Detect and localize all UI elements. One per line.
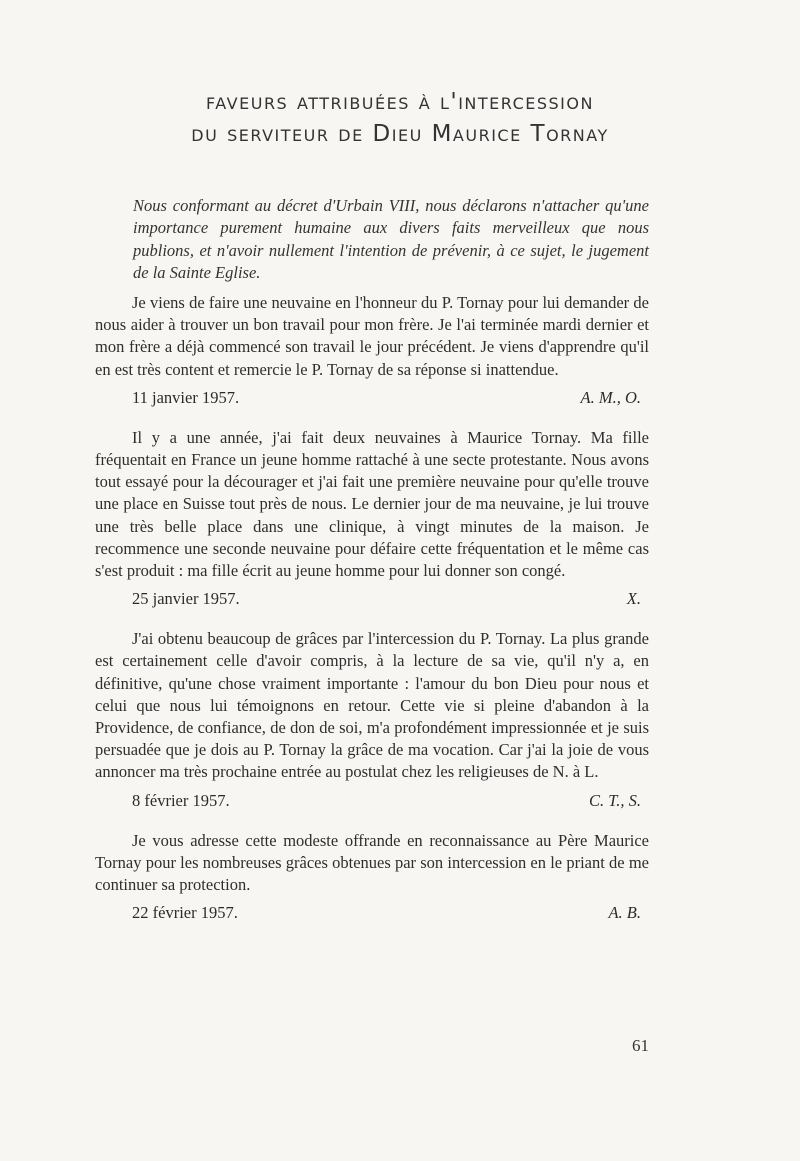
testimony-date: 25 janvier 1957. (132, 589, 240, 609)
testimony-signature (95, 790, 649, 812)
page-title (130, 86, 670, 150)
testimony-initials: A. B. (608, 903, 641, 923)
testimony-signature (95, 588, 649, 610)
testimony-date: 8 février 1957. (132, 790, 230, 810)
testimony-entry (95, 427, 649, 610)
testimony-initials: C. T., S. (589, 790, 641, 810)
testimony-text: Il y a une année, j'ai fait deux neuvaines à Maurice Tornay. Ma fille fréquentait en France un jeune homme rattaché à une secte protestante. Nous avons tout essayé pour la décourager et j'ai fait une première neuvaine pour qu'elle trouve une place en Suisse tout près de nous. Le dernier jour de ma neuvaine, je lui trouve une très belle place dans une clinique, à vingt minutes de la maison. Je recommence une seconde neuvaine pour défaire cette fréquentation et le même cas s'est produit : ma fille écrit au jeune homme pour lui donner son congé. (95, 427, 649, 581)
testimony-entry (95, 628, 649, 811)
testimony-signature (95, 902, 649, 924)
testimony-list (95, 292, 649, 942)
testimony-date: 11 janvier 1957. (132, 387, 240, 407)
testimony-text: Je viens de faire une neuvaine en l'honneur du P. Tornay pour lui demander de nous aider à trouver un bon travail pour mon frère. Je l'ai terminée mardi dernier et mon frère a déjà commencé son travail le jour précédent. Je viens d'apprendre qu'il en est très content et remercie le P. Tornay de sa réponse si inattendue. (95, 293, 649, 379)
testimony-signature (95, 387, 649, 409)
title-line-2: du serviteur de Dieu Maurice Tornay (191, 121, 609, 147)
title-line-1: faveurs attribuées à l'intercession (206, 89, 594, 115)
testimony-text: J'ai obtenu beaucoup de grâces par l'intercession du P. Tornay. La plus grande est certainement celle d'avoir compris, à la lecture de sa vie, qu'il n'y a, en définitive, qu'une chose vraiment importante : l'amour du bon Dieu pour nous et celui que nous lui témoignons en retour. Cette vie si pleine d'abandon à la Providence, de confiance, de don de soi, m'a profondément impressionnée et je suis persuadée que je dois au P. Tornay la grâce de ma vocation. Car j'ai la joie de vous annoncer ma très prochaine entrée au postulat chez les religieuses de N. à L. (95, 629, 649, 782)
testimony-initials: X. (626, 589, 641, 609)
testimony-entry (95, 830, 649, 925)
testimony-date: 22 février 1957. (132, 903, 238, 923)
disclaimer-paragraph: Nous conformant au décret d'Urbain VIII, nous déclarons n'attacher qu'une importance purement humaine aux divers faits merveilleux que nous publions, et n'avoir nullement l'intention de prévenir, à ce sujet, le jugement de la Sainte Eglise. (133, 195, 649, 282)
testimony-text: Je vous adresse cette modeste offrande en reconnaissance au Père Maurice Tornay pour les nombreuses grâces obtenues par son intercession en le priant de me continuer sa protection. (95, 830, 649, 895)
testimony-entry (95, 292, 649, 409)
testimony-initials: A. M., O. (580, 387, 641, 407)
page-number: 61 (632, 1036, 649, 1055)
